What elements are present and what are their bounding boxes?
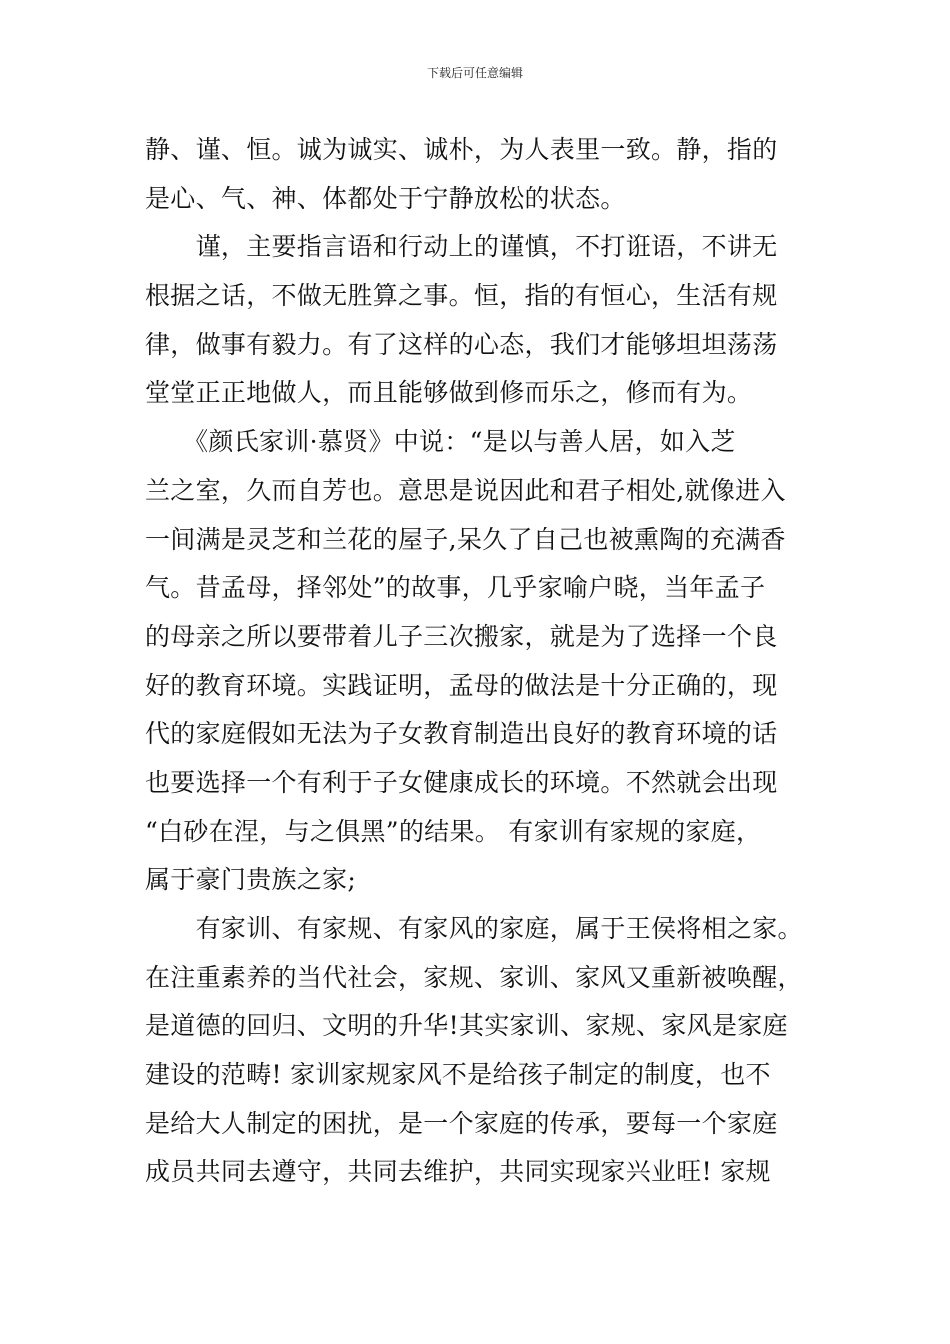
text-line: 《颜氏家训·慕贤》中说：“是以与善人居，如入芝 xyxy=(145,427,736,457)
text-line: 堂堂正正地做人，而且能够做到修而乐之，修而有为。 xyxy=(145,378,753,408)
body-text xyxy=(145,126,845,1197)
text-line: 是道德的回归、文明的升华!其实家训、家规、家风是家庭 xyxy=(145,1011,788,1041)
text-line: 建设的范畴! 家训家规家风不是给孩子制定的制度，也不 xyxy=(145,1060,771,1090)
text-line: 好的教育环境。实践证明，孟母的做法是十分正确的，现 xyxy=(145,670,778,700)
text-line: 静、谨、恒。诚为诚实、诚朴，为人表里一致。静，指的 xyxy=(145,135,778,164)
text-line: 是给大人制定的困扰，是一个家庭的传承，要每一个家庭 xyxy=(145,1108,778,1138)
text-line: 在注重素养的当代社会，家规、家训、家风又重新被唤醒， xyxy=(145,962,803,992)
text-line: 有家训、有家规、有家风的家庭，属于王侯将相之家。 xyxy=(145,914,803,943)
text-line: 根据之话，不做无胜算之事。恒，指的有恒心，生活有规 xyxy=(145,281,778,311)
text-line: 气。昔孟母，择邻处”的故事，几乎家喻户晓，当年孟子 xyxy=(145,573,766,603)
text-line: 代的家庭假如无法为子女教育制造出良好的教育环境的话 xyxy=(145,719,778,749)
text-line: “白砂在涅，与之俱黑”的结果。 有家训有家规的家庭， xyxy=(145,816,762,846)
text-line: 兰之室，久而自芳也。意思是说因此和君子相处,就像进入 xyxy=(145,475,786,505)
text-line: 律，做事有毅力。有了这样的心态，我们才能够坦坦荡荡 xyxy=(145,329,778,359)
text-line: 也要选择一个有利于子女健康成长的环境。不然就会出现 xyxy=(145,767,778,797)
page-header: 下载后可任意编辑 xyxy=(426,66,523,80)
text-line: 是心、气、神、体都处于宁静放松的状态。 xyxy=(145,183,626,213)
text-line: 一间满是灵芝和兰花的屋子,呆久了自己也被熏陶的充满香 xyxy=(145,524,786,554)
text-line: 的母亲之所以要带着儿子三次搬家，就是为了选择一个良 xyxy=(145,621,778,651)
text-line: 谨，主要指言语和行动上的谨慎，不打诳语，不讲无 xyxy=(145,232,778,262)
text-line: 成员共同去遵守，共同去维护，共同实现家兴业旺! 家规 xyxy=(145,1157,771,1187)
text-line: 属于豪门贵族之家; xyxy=(145,865,357,895)
